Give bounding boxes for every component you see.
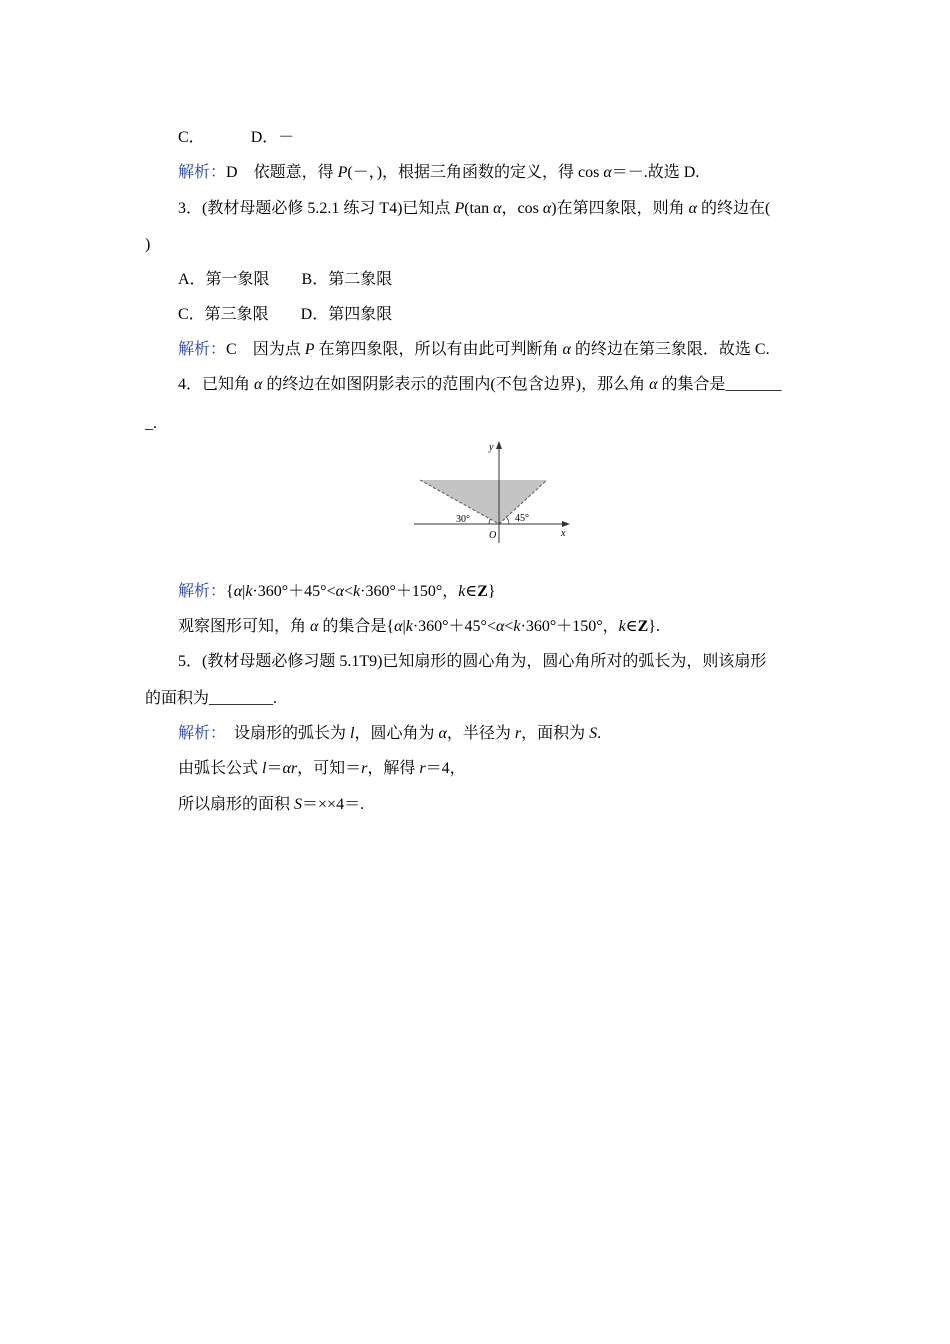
angle-label-45: 45° — [515, 513, 529, 524]
question-3-end: ) — [145, 236, 151, 253]
solution-label: 解析： — [178, 583, 227, 600]
solution-q5-step2: 由弧长公式 l＝αr，可知＝r，解得 r＝4， — [178, 760, 466, 777]
solution-label: 解析： — [178, 725, 219, 742]
solution-label: 解析： — [178, 341, 227, 358]
y-axis-arrow — [496, 441, 502, 449]
angle-arc-right — [506, 517, 509, 524]
options-c-d-q2: C． D．－ — [178, 129, 295, 146]
origin-label: O — [489, 530, 497, 541]
question-5-end: 的面积为________. — [145, 690, 278, 707]
solution-q4: 解析：{α|k·360°＋45°<α<k·360°＋150°，k∈Z} — [178, 583, 496, 600]
x-axis-label: x — [561, 528, 566, 539]
solution-label: 解析： — [178, 164, 227, 181]
question-5: 5．(教材母题必修习题 5.1T9)已知扇形的圆心角为，圆心角所对的弧长为，则该扇形 — [178, 653, 767, 670]
solution-q3: 解析：C 因为点 P 在第四象限，所以有由此可判断角 α 的终边在第三象限．故选 C. — [178, 341, 770, 358]
question-4: 4．已知角 α 的终边在如图阴影表示的范围内(不包含边界)，那么角 α 的集合是_______ — [178, 376, 782, 393]
y-axis-label: y — [489, 442, 494, 453]
options-c-d-q3: C．第三象限 D．第四象限 — [178, 306, 393, 323]
x-axis-arrow — [562, 521, 570, 527]
question-3: 3．(教材母题必修 5.2.1 练习 T4)已知点 P(tan α，cos α)在第四象限，则角 α 的终边在( — [178, 200, 771, 217]
explanation-q4: 观察图形可知，角 α 的集合是{α|k·360°＋45°<α<k·360°＋150°，k∈Z}. — [178, 618, 660, 635]
angle-region-figure — [410, 438, 575, 543]
angle-arc-left — [489, 519, 490, 524]
solution-q2: 解析：D 依题意，得 P(－，)，根据三角函数的定义，得 cos α＝－.故选 D. — [178, 164, 700, 181]
options-a-b-q3: A．第一象限 B．第二象限 — [178, 271, 393, 288]
question-4-end: _. — [145, 415, 157, 432]
solution-q5: 解析： 设扇形的弧长为 l，圆心角为 α，半径为 r，面积为 S. — [178, 725, 602, 742]
angle-label-30: 30° — [456, 514, 470, 525]
solution-q5-step3: 所以扇形的面积 S＝××4＝. — [178, 796, 365, 813]
